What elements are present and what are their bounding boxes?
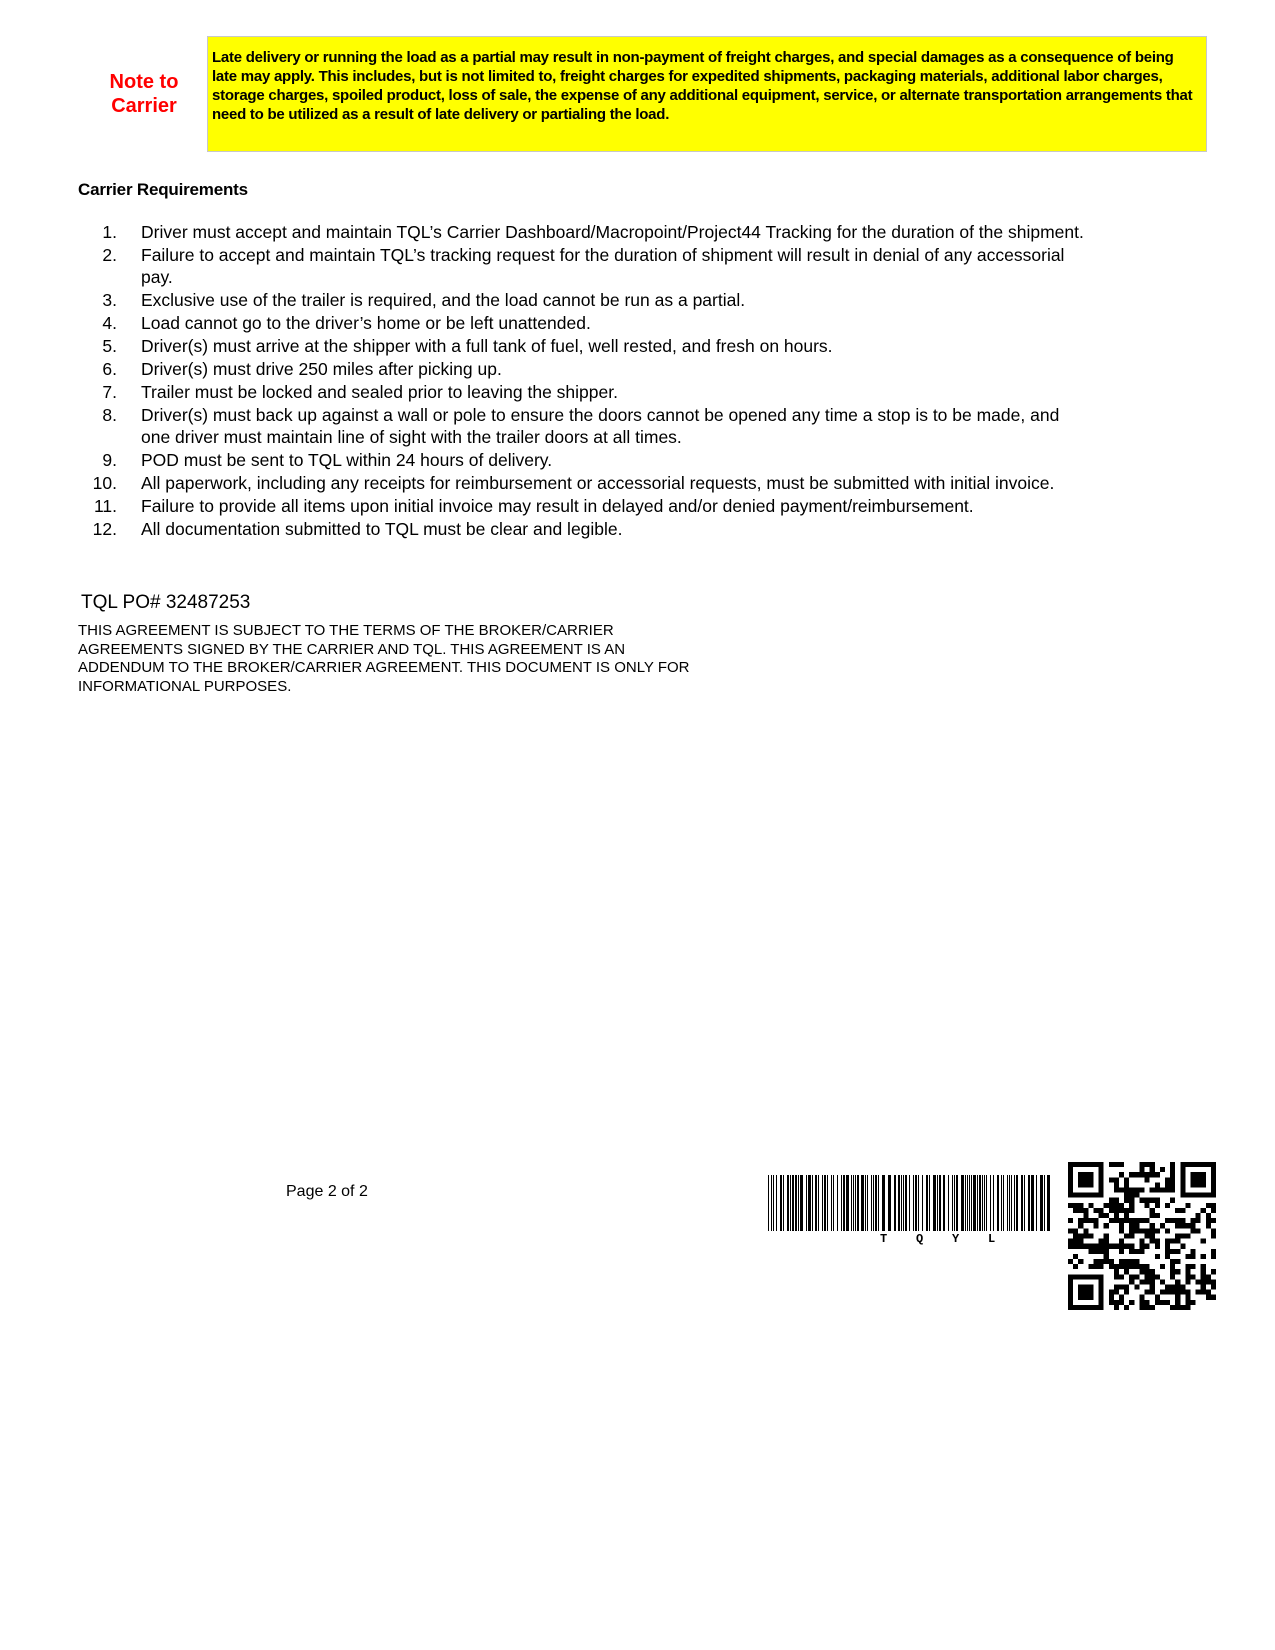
- carrier-requirements-list: [0, 221, 1100, 541]
- page-number: Page 2 of 2: [286, 1183, 368, 1200]
- requirement-item: [0, 518, 1100, 540]
- requirement-text: All documentation submitted to TQL must be clear and legible.: [141, 519, 623, 539]
- carrier-requirements-heading: Carrier Requirements: [78, 180, 248, 199]
- requirement-item: [0, 472, 1100, 494]
- disclaimer-line: ADDENDUM TO THE BROKER/CARRIER AGREEMENT. THIS DOCUMENT IS ONLY FOR: [78, 659, 690, 676]
- barcode-char: Y: [952, 1232, 960, 1246]
- requirement-item: [0, 335, 1100, 357]
- requirement-number: 3.: [102, 290, 117, 310]
- requirement-text: POD must be sent to TQL within 24 hours of delivery.: [141, 450, 553, 470]
- barcode-char: L: [988, 1232, 996, 1246]
- agreement-disclaimer: [78, 622, 778, 696]
- requirement-number: 6.: [102, 359, 117, 379]
- requirement-item: [0, 495, 1100, 517]
- barcode-caption: [768, 1232, 1050, 1248]
- note-label-line2: Carrier: [111, 95, 177, 117]
- disclaimer-line: THIS AGREEMENT IS SUBJECT TO THE TERMS OF THE BROKER/CARRIER: [78, 622, 614, 639]
- note-to-carrier-label: [100, 70, 188, 118]
- requirement-text: Failure to accept and maintain TQL’s tracking request for the duration of shipment will result in denial of any accessorial pay.: [141, 245, 1065, 287]
- requirement-text: Driver(s) must back up against a wall or pole to ensure the doors cannot be opened any time a stop is to be made, and one driver must maintain line of sight with the trailer doors at all times.: [141, 405, 1060, 447]
- requirement-number: 4.: [102, 313, 117, 333]
- requirement-number: 12.: [92, 519, 117, 539]
- requirement-item: [0, 289, 1100, 311]
- requirement-number: 1.: [102, 222, 117, 242]
- requirement-item: [0, 449, 1100, 471]
- requirement-item: [0, 404, 1100, 448]
- requirement-text: Trailer must be locked and sealed prior to leaving the shipper.: [141, 382, 618, 402]
- requirement-number: 5.: [102, 336, 117, 356]
- requirement-text: All paperwork, including any receipts for reimbursement or accessorial requests, must be submitted with initial invoice.: [141, 473, 1055, 493]
- requirement-item: [0, 221, 1100, 243]
- requirement-item: [0, 244, 1100, 288]
- barcode-char: Q: [916, 1232, 924, 1246]
- requirement-text: Load cannot go to the driver’s home or be left unattended.: [141, 313, 591, 333]
- requirement-text: Failure to provide all items upon initial invoice may result in delayed and/or denied payment/reimbursement.: [141, 496, 974, 516]
- note-text: Late delivery or running the load as a partial may result in non-payment of freight charges, and special damages as a consequence of being late may apply. This includes, but is not limited to, freight charges for expedited shipments, packaging materials, additional labor charges, storage charges, spoiled product, loss of sale, the expense of any additional equipment, service, or alternate transportation arrangements that need to be utilized as a result of late delivery or partialing the load.: [212, 49, 1193, 123]
- requirement-text: Driver must accept and maintain TQL’s Carrier Dashboard/Macropoint/Project44 Tracking for the duration of the shipment.: [141, 222, 1084, 242]
- note-to-carrier-box: [207, 36, 1207, 152]
- requirement-text: Driver(s) must drive 250 miles after picking up.: [141, 359, 502, 379]
- barcode-char: T: [880, 1232, 888, 1246]
- requirement-item: [0, 312, 1100, 334]
- requirement-number: 10.: [92, 473, 117, 493]
- disclaimer-line: AGREEMENTS SIGNED BY THE CARRIER AND TQL. THIS AGREEMENT IS AN: [78, 640, 626, 658]
- requirement-text: Exclusive use of the trailer is required, and the load cannot be run as a partial.: [141, 290, 746, 310]
- requirement-number: 8.: [102, 405, 117, 425]
- qr-code-icon: [1068, 1162, 1216, 1310]
- po-number: TQL PO# 32487253: [81, 592, 251, 613]
- requirement-number: 2.: [102, 245, 117, 265]
- requirement-item: [0, 381, 1100, 403]
- disclaimer-line: INFORMATIONAL PURPOSES.: [78, 677, 292, 695]
- requirement-number: 11.: [93, 496, 117, 516]
- requirement-number: 7.: [102, 382, 117, 402]
- requirement-item: [0, 358, 1100, 380]
- requirement-text: Driver(s) must arrive at the shipper with a full tank of fuel, well rested, and fresh on hours.: [141, 336, 833, 356]
- requirement-number: 9.: [102, 450, 117, 470]
- barcode-icon: [768, 1175, 1050, 1231]
- note-label-line1: Note to: [109, 71, 179, 93]
